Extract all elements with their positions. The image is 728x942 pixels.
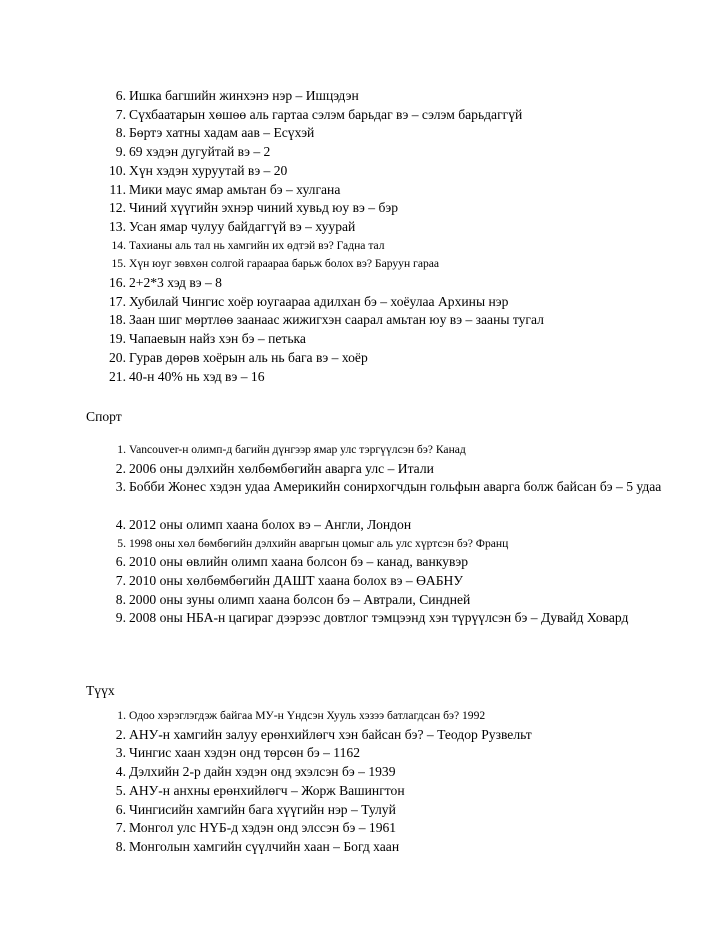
list-item-text: Гурав дөрөв хоёрын аль нь бага вэ – хоёр bbox=[129, 349, 368, 365]
list-item-text: 40-н 40% нь хэд вэ – 16 bbox=[129, 368, 265, 384]
list-item-text: 2008 оны НБА-н цагираг дээрээс довтлог тэмцээнд хэн түрүүлсэн бэ – Дувайд Ховард bbox=[129, 610, 629, 626]
list-item-number: 2. bbox=[115, 460, 126, 476]
list-item-text: Хубилай Чингис хоёр юугаараа адилхан бэ – хоёулаа Архины нэр bbox=[129, 293, 509, 309]
list-item-text: Монголын хамгийн сүүлчийн хаан – Богд хаан bbox=[129, 838, 400, 854]
list-item-number: 5. bbox=[117, 536, 126, 550]
list-item-text: Хүн юуг зөвхөн солгой гараараа барьж болох вэ? Баруун гараа bbox=[129, 257, 440, 271]
list-item-number: 18. bbox=[109, 312, 126, 328]
list-item-text: 2006 оны дэлхийн хөлбөмбөгийн аварга улс – Итали bbox=[129, 460, 434, 476]
list-item-text: Ишка багшийн жинхэнэ нэр – Ишцэдэн bbox=[129, 88, 359, 103]
list-item-text: 69 хэдэн дугуйтай вэ – 2 bbox=[129, 144, 271, 160]
list-item-number: 19. bbox=[109, 331, 126, 347]
list-item-number: 4. bbox=[115, 516, 126, 532]
list-item-text: АНУ-н хамгийн залуу ерөнхийлөгч хэн байсан бэ? – Теодор Рузвельт bbox=[129, 726, 532, 742]
list-item-number: 6. bbox=[115, 88, 126, 103]
section-heading-sport: Спорт bbox=[86, 409, 122, 424]
list-item-text: Заан шиг мөртлөө заанаас жижигхэн саарал амьтан юу вэ – зааны тугал bbox=[129, 312, 544, 328]
list-item-text: Бобби Жонес хэдэн удаа Америкийн сонирхогчдын гольфын аварга болж байсан бэ – 5 удаа bbox=[129, 479, 662, 495]
list-item-number: 9. bbox=[115, 144, 126, 160]
list-item-number: 13. bbox=[109, 218, 126, 234]
list-item-text: 2010 оны хөлбөмбөгийн ДАШТ хаана болох вэ – ӨАБНУ bbox=[129, 572, 463, 588]
list-item-number: 3. bbox=[115, 479, 126, 495]
list-item-text: Vancouver-н олимп-д багийн дүнгээр ямар улс тэргүүлсэн бэ? Канад bbox=[129, 443, 466, 456]
list-item-number: 5. bbox=[115, 782, 126, 798]
list-item-number: 11. bbox=[109, 181, 126, 197]
list-item-number: 10. bbox=[109, 162, 126, 178]
list-item-number: 16. bbox=[109, 275, 126, 290]
list-item-text: Чингисийн хамгийн бага хүүгийн нэр – Тулуй bbox=[129, 801, 396, 817]
list-item-number: 8. bbox=[115, 838, 126, 854]
list-item-text: 1998 оны хөл бөмбөгийн дэлхийн аваргын цомыг аль улс хүртсэн бэ? Франц bbox=[129, 536, 509, 550]
list-item-text: 2+2*3 хэд вэ – 8 bbox=[129, 275, 222, 290]
list-item-text: Чингис хаан хэдэн онд төрсөн бэ – 1162 bbox=[129, 745, 360, 761]
list-item-text: Чапаевын найз хэн бэ – петька bbox=[129, 331, 306, 347]
section-heading-history: Түүх bbox=[86, 683, 115, 698]
list-item-text: 2010 оны өвлийн олимп хаана болсон бэ – канад, ванкувэр bbox=[129, 554, 469, 570]
list-item-number: 17. bbox=[109, 293, 126, 309]
list-item-text: Сүхбаатарын хөшөө аль гартаа сэлэм барьдаг вэ – сэлэм барьдаггүй bbox=[129, 106, 523, 122]
list-item-number: 7. bbox=[115, 572, 126, 588]
list-item-number: 8. bbox=[115, 591, 126, 607]
list-item-text: Монгол улс НҮБ-д хэдэн онд элссэн бэ – 1961 bbox=[129, 820, 397, 836]
list-item-number: 12. bbox=[109, 200, 126, 216]
list-item-number: 4. bbox=[115, 764, 126, 780]
list-item-text: Чиний хүүгийн эхнэр чиний хувьд юу вэ – бэр bbox=[129, 200, 399, 216]
list-item-text: Дэлхийн 2-р дайн хэдэн онд эхэлсэн бэ – 1939 bbox=[129, 764, 396, 780]
list-item-number: 15. bbox=[111, 257, 126, 271]
list-item-text: Усан ямар чулуу байдаггүй вэ – хуурай bbox=[129, 218, 356, 234]
list-item-number: 7. bbox=[115, 106, 126, 122]
list-item-number: 14. bbox=[111, 238, 126, 252]
list-item-number: 21. bbox=[109, 368, 126, 384]
list-item-text: АНУ-н анхны ерөнхийлөгч – Жорж Вашингтон bbox=[129, 782, 405, 798]
list-item-number: 2. bbox=[115, 726, 126, 742]
list-item-number: 9. bbox=[115, 610, 126, 626]
list-item-number: 6. bbox=[115, 554, 126, 570]
list-item-number: 20. bbox=[109, 349, 126, 365]
list-item-number: 3. bbox=[115, 745, 126, 761]
list-item-text: Тахианы аль тал нь хамгийн их өдтэй вэ? Гадна тал bbox=[129, 238, 385, 252]
list-item-number: 7. bbox=[115, 820, 126, 836]
list-item-number: 1. bbox=[117, 709, 126, 722]
list-item-text: 2012 оны олимп хаана болох вэ – Англи, Лондон bbox=[129, 516, 412, 532]
list-item-number: 1. bbox=[117, 443, 126, 456]
list-item-number: 6. bbox=[115, 801, 126, 817]
list-item-text: Бөртэ хатны хадам аав – Есүхэй bbox=[129, 125, 315, 141]
list-item-number: 8. bbox=[115, 125, 126, 141]
list-item-text: Мики маус ямар амьтан бэ – хулгана bbox=[129, 181, 341, 197]
list-item-text: 2000 оны зуны олимп хаана болсон бэ – Автрали, Синдней bbox=[129, 591, 471, 607]
list-item-text: Одоо хэрэглэгдэж байгаа МУ-н Үндсэн Хууль хэзээ батлагдсан бэ? 1992 bbox=[129, 709, 486, 722]
list-item-text: Хүн хэдэн хуруутай вэ – 20 bbox=[129, 162, 288, 178]
